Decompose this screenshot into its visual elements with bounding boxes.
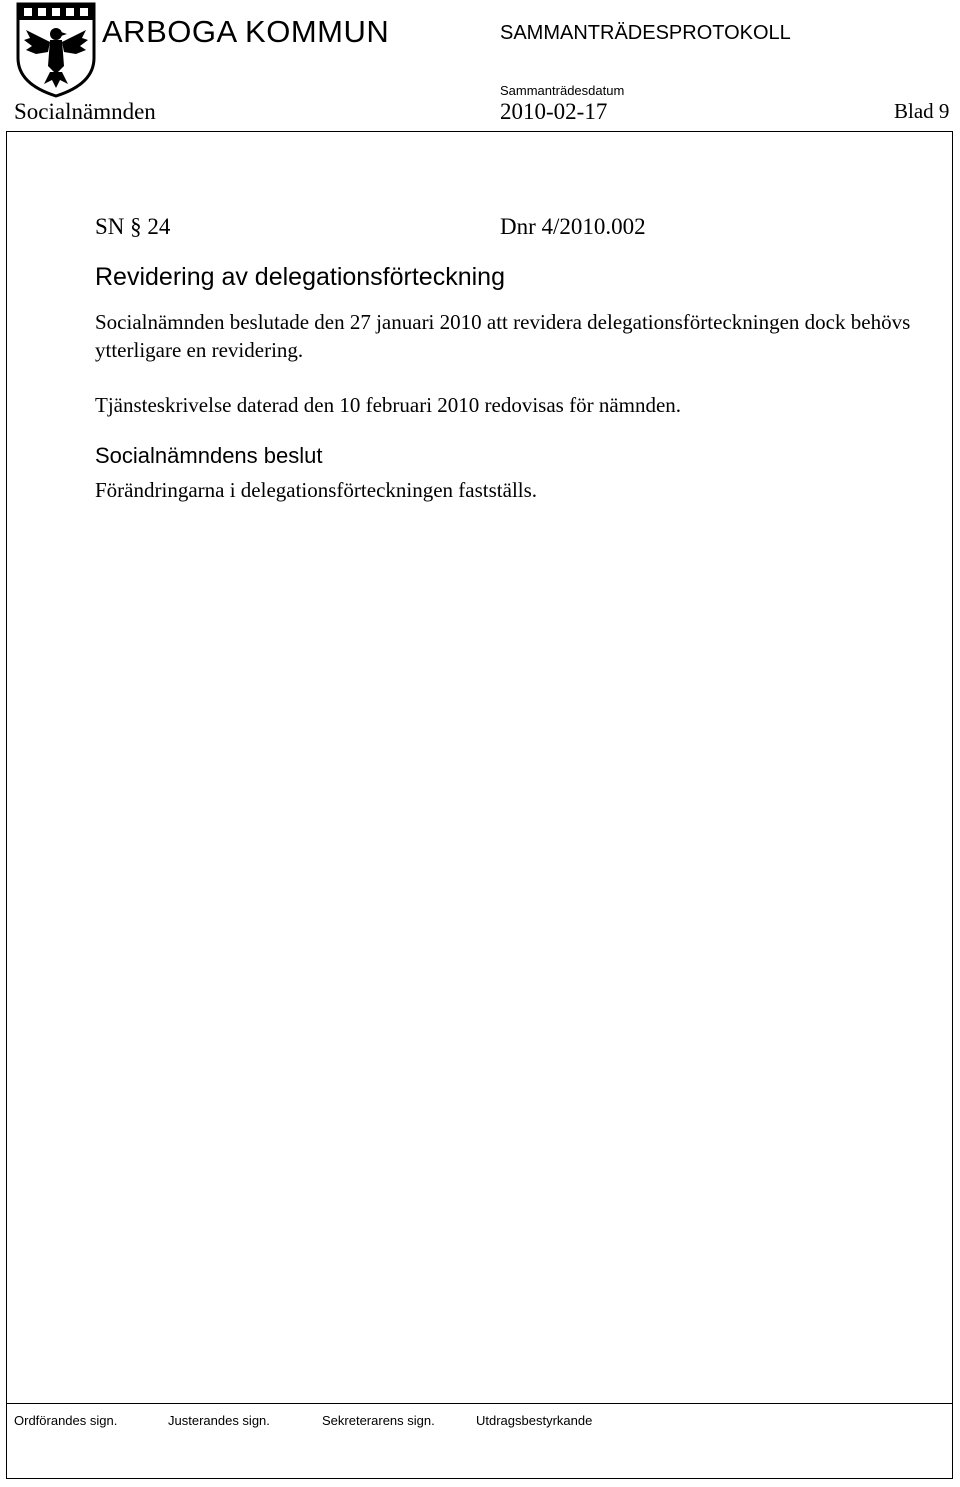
diary-number: Dnr 4/2010.002 (500, 214, 646, 239)
municipality-name: ARBOGA KOMMUN (102, 14, 390, 49)
decision-heading: Socialnämndens beslut (95, 443, 323, 468)
chair-signature-label: Ordförandes sign. (14, 1413, 118, 1428)
excerpt-certification-label: Utdragsbestyrkande (476, 1413, 593, 1428)
coat-of-arms-icon (14, 0, 98, 98)
document-type: SAMMANTRÄDESPROTOKOLL (500, 22, 791, 44)
footer-divider (6, 1403, 953, 1404)
meeting-date-label: Sammanträdesdatum (500, 83, 625, 98)
secretary-signature-label: Sekreterarens sign. (322, 1413, 435, 1428)
decision-text: Förändringarna i delegationsförteckningen fastställs. (95, 478, 538, 502)
meeting-date: 2010-02-17 (500, 99, 608, 124)
paragraph: Tjänsteskrivelse daterad den 10 februari 2010 redovisas för nämnden. (95, 393, 682, 417)
paragraph: Socialnämnden beslutade den 27 januari 2010 att revidera delegationsförteckningen dock behövs ytterligare en revidering. (95, 310, 911, 362)
adjuster-signature-label: Justerandes sign. (168, 1413, 270, 1428)
section-number: SN § 24 (95, 214, 171, 239)
committee-name: Socialnämnden (14, 99, 156, 124)
section-title: Revidering av delegationsförteckning (95, 263, 505, 291)
sheet-number: Blad 9 (894, 99, 950, 123)
